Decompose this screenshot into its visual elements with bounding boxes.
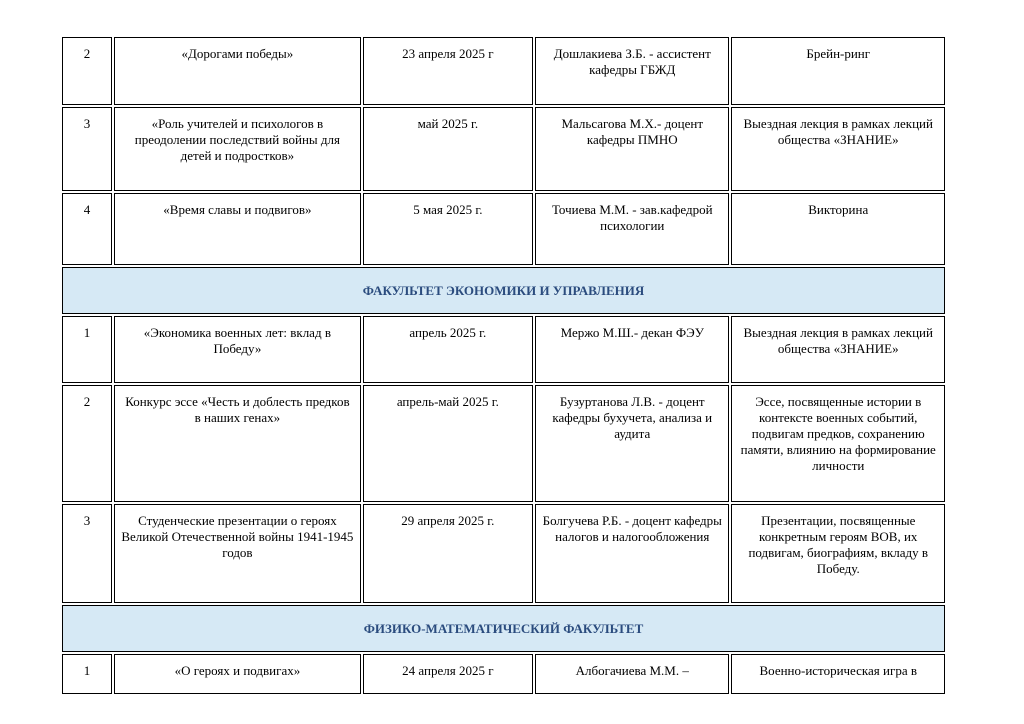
row-number: 1	[62, 654, 112, 694]
events-table	[60, 35, 947, 696]
event-title: «Экономика военных лет: вклад в Победу»	[114, 316, 361, 383]
event-title: «Дорогами победы»	[114, 37, 361, 105]
event-responsible: Точиева М.М. - зав.кафедрой психологии	[535, 193, 729, 265]
table-row	[62, 37, 945, 105]
table-row	[62, 385, 945, 502]
event-title: Студенческие презентации о героях Великой Отечественной войны 1941-1945 годов	[114, 504, 361, 603]
event-date: 23 апреля 2025 г	[363, 37, 533, 105]
table-row	[62, 193, 945, 265]
event-form: Презентации, посвященные конкретным героям ВОВ, их подвигам, биографиям, вкладу в Победу.	[731, 504, 945, 603]
event-form: Выездная лекция в рамках лекций общества «ЗНАНИЕ»	[731, 107, 945, 191]
section-header-row	[62, 267, 945, 314]
event-date: 24 апреля 2025 г	[363, 654, 533, 694]
section-header-row	[62, 605, 945, 652]
section-header-physmath: ФИЗИКО-МАТЕМАТИЧЕСКИЙ ФАКУЛЬТЕТ	[62, 605, 945, 652]
row-number: 1	[62, 316, 112, 383]
event-date: апрель 2025 г.	[363, 316, 533, 383]
event-date: апрель-май 2025 г.	[363, 385, 533, 502]
table-row	[62, 107, 945, 191]
table-row	[62, 654, 945, 694]
event-responsible: Болгучева Р.Б. - доцент кафедры налогов и налогообложения	[535, 504, 729, 603]
event-date: 5 мая 2025 г.	[363, 193, 533, 265]
event-form: Викторина	[731, 193, 945, 265]
event-title: Конкурс эссе «Честь и доблесть предков в наших генах»	[114, 385, 361, 502]
event-form: Выездная лекция в рамках лекций общества «ЗНАНИЕ»	[731, 316, 945, 383]
section-header-economics: ФАКУЛЬТЕТ ЭКОНОМИКИ И УПРАВЛЕНИЯ	[62, 267, 945, 314]
event-form: Эссе, посвященные истории в контексте военных событий, подвигам предков, сохранению памяти, влиянию на формирование личности	[731, 385, 945, 502]
event-responsible: Албогачиева М.М. –	[535, 654, 729, 694]
event-form: Брейн-ринг	[731, 37, 945, 105]
event-responsible: Мальсагова М.Х.- доцент кафедры ПМНО	[535, 107, 729, 191]
row-number: 2	[62, 385, 112, 502]
event-responsible: Бузуртанова Л.В. - доцент кафедры бухучета, анализа и аудита	[535, 385, 729, 502]
row-number: 3	[62, 504, 112, 603]
table-row	[62, 316, 945, 383]
event-date: май 2025 г.	[363, 107, 533, 191]
row-number: 3	[62, 107, 112, 191]
event-date: 29 апреля 2025 г.	[363, 504, 533, 603]
event-title: «Время славы и подвигов»	[114, 193, 361, 265]
row-number: 2	[62, 37, 112, 105]
table-row	[62, 504, 945, 603]
event-form: Военно-историческая игра в	[731, 654, 945, 694]
row-number: 4	[62, 193, 112, 265]
event-title: «О героях и подвигах»	[114, 654, 361, 694]
event-responsible: Дошлакиева З.Б. - ассистент кафедры ГБЖД	[535, 37, 729, 105]
event-responsible: Мержо М.Ш.- декан ФЭУ	[535, 316, 729, 383]
event-title: «Роль учителей и психологов в преодолении последствий войны для детей и подростков»	[114, 107, 361, 191]
